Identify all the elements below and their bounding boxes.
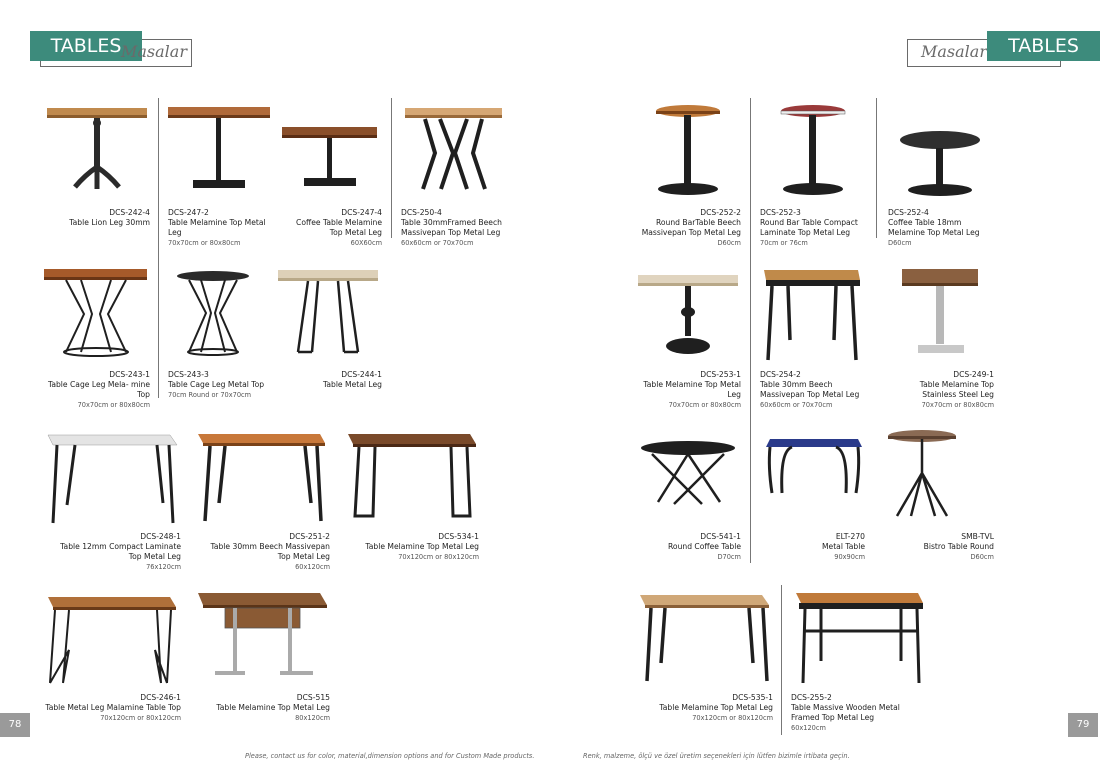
product-caption: DCS-247-4 Coffee Table Melamine Top Metal Leg 60X60cm: [296, 208, 382, 247]
header-left: [30, 31, 200, 67]
product-image-dcs-elt-270: [762, 437, 867, 497]
product-caption: DCS-252-4 Coffee Table 18mm Melamine Top Metal Leg D60cm: [888, 208, 980, 247]
product-caption: DCS-248-1 Table 12mm Compact Laminate Top Metal Leg 76x120cm: [60, 532, 181, 571]
header-right: [905, 31, 1100, 67]
product-caption: DCS-252-3 Round Bar Table Compact Laminate Top Metal Leg 70cm or 76cm: [760, 208, 858, 247]
product-image-dcs-244-1: [278, 268, 383, 358]
product-image-dcs-515: [195, 591, 330, 683]
product-caption: DCS-244-1 Table Metal Leg: [322, 370, 382, 389]
product-image-dcs-248-1: [45, 433, 180, 528]
product-caption: DCS-515 Table Melamine Top Metal Leg 80x120cm: [216, 693, 330, 722]
header-left-subtitle: Masalar: [121, 42, 187, 61]
footer-turkish: Renk, malzeme, ölçü ve özel üretim seçenekleri için lütfen bizimle irtibata geçin.: [583, 752, 850, 760]
product-caption: DCS-255-2 Table Massive Wooden Metal Framed Top Metal Leg 60x120cm: [791, 693, 900, 732]
product-caption: SMB-TVL Bistro Table Round D60cm: [923, 532, 994, 561]
product-image-dcs-254-2: [762, 268, 862, 363]
header-right-subtitle: Masalar: [921, 42, 987, 61]
product-caption: ELT-270 Metal Table 90x90cm: [821, 532, 865, 561]
divider: [781, 585, 782, 735]
product-image-dcs-252-2: [652, 103, 727, 198]
footer-english: Please, contact us for color, material,dimension options and for Custom Made products.: [245, 752, 535, 760]
product-caption: DCS-243-1 Table Cage Leg Mela- mine Top 70x70cm or 80x80cm: [47, 370, 150, 409]
divider: [391, 98, 392, 238]
product-image-dcs-242-4: [45, 105, 150, 195]
product-image-dcs-255-2: [793, 591, 928, 686]
product-caption: DCS-534-1 Table Melamine Top Metal Leg 70x120cm or 80x120cm: [365, 532, 479, 561]
product-caption: DCS-541-1 Round Coffee Table D70cm: [667, 532, 741, 561]
product-image-dcs-252-3: [777, 103, 852, 198]
product-image-dcs-smb-tvl: [885, 428, 960, 523]
product-caption: DCS-242-4 Table Lion Leg 30mm: [69, 208, 150, 227]
product-caption: DCS-254-2 Table 30mm Beech Massivepan Top Metal Leg 60x60cm or 70x70cm: [760, 370, 860, 409]
divider: [158, 98, 159, 398]
header-right-title: TABLES: [987, 31, 1100, 61]
product-image-dcs-250-4: [405, 105, 505, 195]
product-image-dcs-243-1: [44, 266, 149, 358]
page-number-left: 78: [0, 713, 30, 737]
product-image-dcs-243-3: [175, 268, 255, 358]
product-image-dcs-535-1: [637, 593, 772, 685]
product-image-dcs-253-1: [638, 272, 743, 357]
product-image-dcs-541-1: [638, 440, 738, 510]
product-image-dcs-247-2: [168, 105, 273, 195]
page-number-right: 79: [1068, 713, 1098, 737]
divider: [876, 98, 877, 238]
divider: [750, 98, 751, 563]
product-caption: DCS-246-1 Table Metal Leg Malamine Table Top 70x120cm or 80x120cm: [45, 693, 181, 722]
header-left-title: TABLES: [30, 31, 142, 61]
product-caption: DCS-250-4 Table 30mmFramed Beech Massivepan Top Metal Leg 60x60cm or 70x70cm: [401, 208, 502, 247]
product-caption: DCS-251-2 Table 30mm Beech Massivepan Top Metal Leg 60x120cm: [210, 532, 330, 571]
product-image-dcs-251-2: [195, 431, 330, 526]
product-image-dcs-249-1: [900, 267, 980, 360]
product-image-dcs-246-1: [45, 595, 180, 687]
product-caption: DCS-253-1 Table Melamine Top Metal Leg 70x70cm or 80x80cm: [643, 370, 741, 409]
product-caption: DCS-247-2 Table Melamine Top Metal Leg 70x70cm or 80x80cm: [168, 208, 266, 247]
product-caption: DCS-252-2 Round BarTable Beech Massivepan Top Metal Leg D60cm: [641, 208, 741, 247]
product-image-dcs-252-4: [898, 130, 983, 198]
product-caption: DCS-535-1 Table Melamine Top Metal Leg 70x120cm or 80x120cm: [659, 693, 773, 722]
product-caption: DCS-249-1 Table Melamine Top Stainless Steel Leg 70x70cm or 80x80cm: [919, 370, 994, 409]
product-caption: DCS-243-3 Table Cage Leg Metal Top 70cm Round or 70x70cm: [168, 370, 265, 399]
product-image-dcs-534-1: [345, 432, 480, 522]
product-image-dcs-247-4: [282, 125, 382, 195]
